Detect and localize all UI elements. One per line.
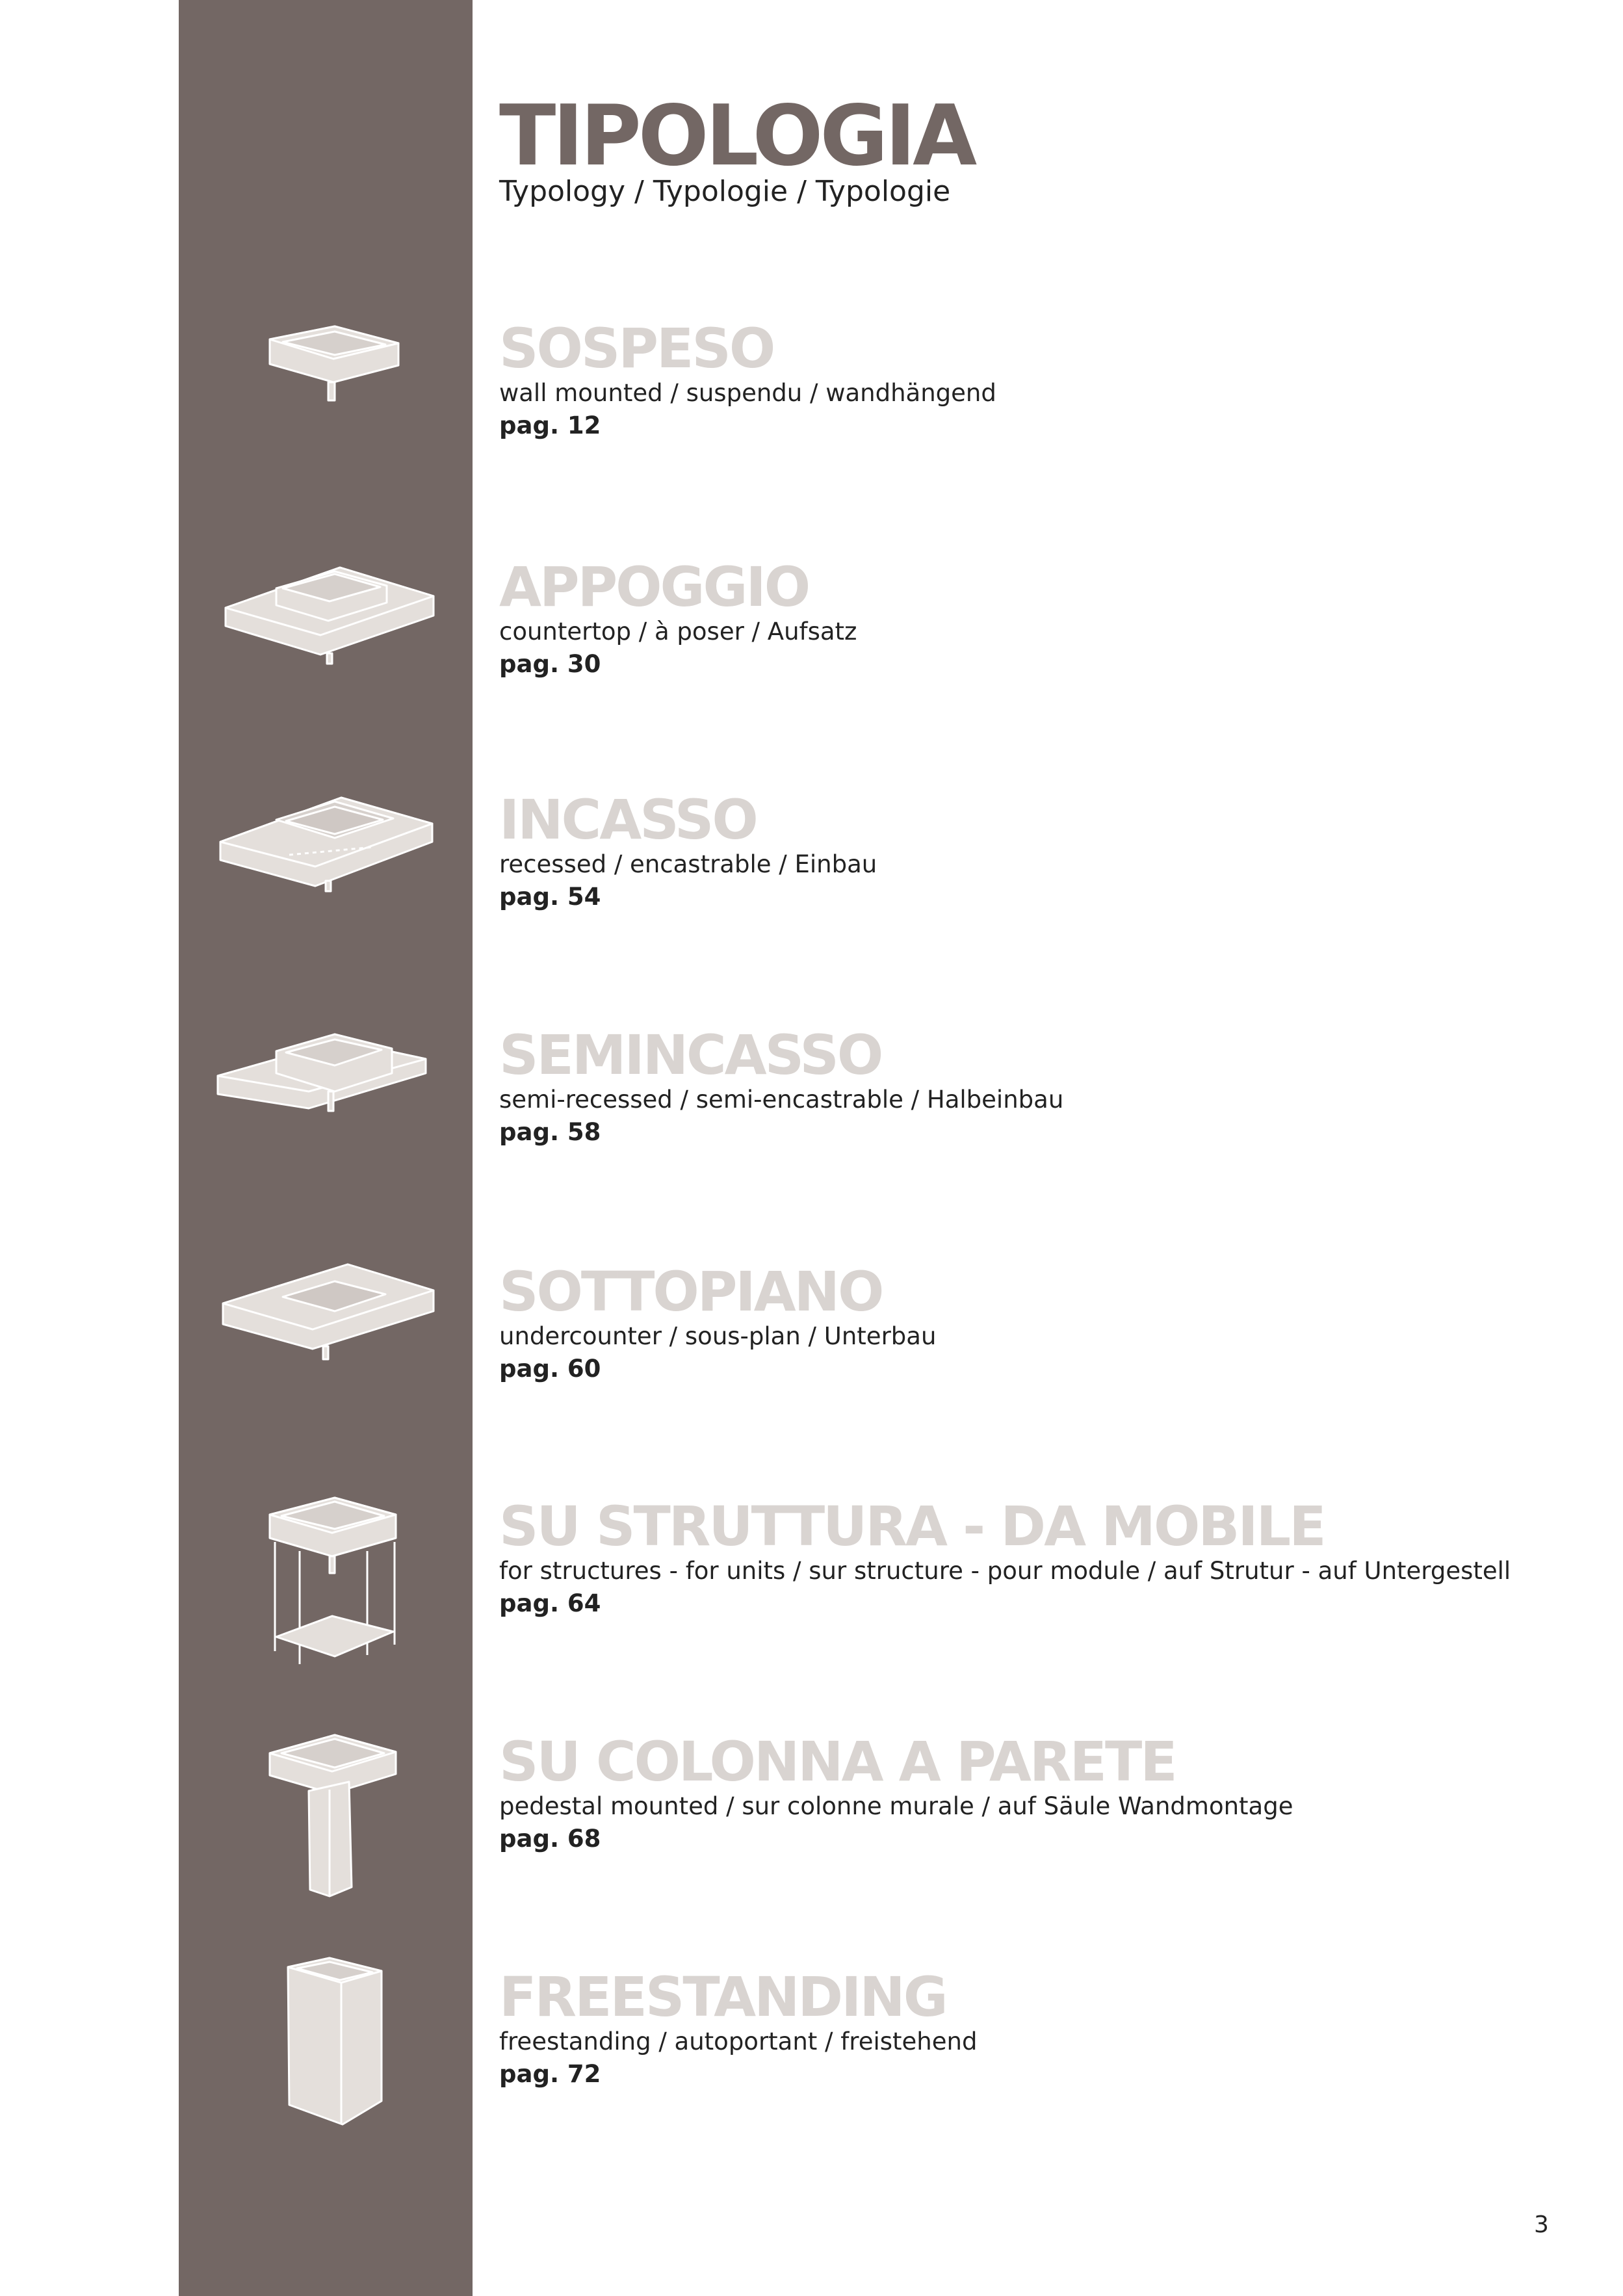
entry-description: semi-recessed / semi-encastrable / Halbeinbau bbox=[499, 1086, 1064, 1114]
typology-entry-su-colonna[interactable] bbox=[499, 1730, 1293, 1855]
entry-title: INCASSO bbox=[499, 788, 757, 852]
semi-recessed-basin-icon bbox=[179, 1011, 473, 1128]
typology-entry-freestanding[interactable] bbox=[499, 1966, 977, 2091]
entry-page-ref[interactable]: pag. 64 bbox=[499, 1589, 601, 1617]
entry-title: SU COLONNA A PARETE bbox=[499, 1730, 1176, 1794]
typology-entry-appoggio[interactable] bbox=[499, 556, 857, 681]
entry-description: for structures - for units / sur structure - pour module / auf Strutur - auf Untergestell bbox=[499, 1557, 1511, 1585]
entry-title: SOSPESO bbox=[499, 317, 774, 380]
recessed-basin-icon bbox=[179, 783, 473, 894]
typology-entry-su-struttura[interactable] bbox=[499, 1495, 1511, 1620]
typology-entry-sospeso[interactable] bbox=[499, 317, 996, 442]
sidebar bbox=[179, 0, 473, 2296]
entry-description: wall mounted / suspendu / wandhängend bbox=[499, 379, 996, 407]
entry-title: FREESTANDING bbox=[499, 1965, 946, 2029]
entry-description: pedestal mounted / sur colonne murale / auf Säule Wandmontage bbox=[499, 1792, 1293, 1820]
entry-description: undercounter / sous-plan / Unterbau bbox=[499, 1322, 937, 1350]
freestanding-basin-icon bbox=[179, 1950, 473, 2132]
entry-page-ref[interactable]: pag. 54 bbox=[499, 883, 601, 911]
entry-title: SEMINCASSO bbox=[499, 1023, 882, 1087]
typology-entry-incasso[interactable] bbox=[499, 789, 877, 913]
countertop-basin-icon bbox=[179, 549, 473, 666]
undercounter-basin-icon bbox=[179, 1258, 473, 1362]
entry-page-ref[interactable]: pag. 68 bbox=[499, 1825, 601, 1853]
wall-mounted-basin-icon bbox=[179, 312, 473, 416]
entry-description: countertop / à poser / Aufsatz bbox=[499, 618, 857, 646]
entry-title: SOTTOPIANO bbox=[499, 1260, 883, 1324]
entry-description: recessed / encastrable / Einbau bbox=[499, 850, 877, 878]
entry-page-ref[interactable]: pag. 72 bbox=[499, 2060, 601, 2088]
page-subtitle: Typology / Typologie / Typologie bbox=[499, 175, 951, 208]
page-title: TIPOLOGIA bbox=[499, 88, 974, 185]
entry-title: SU STRUTTURA - DA MOBILE bbox=[499, 1494, 1325, 1558]
entry-page-ref[interactable]: pag. 60 bbox=[499, 1355, 601, 1383]
page-header bbox=[499, 88, 974, 210]
entry-page-ref[interactable]: pag. 12 bbox=[499, 411, 601, 439]
pedestal-basin-icon bbox=[179, 1726, 473, 1901]
basin-on-structure-icon bbox=[179, 1489, 473, 1684]
entry-title: APPOGGIO bbox=[499, 555, 809, 619]
typology-entry-sottopiano[interactable] bbox=[499, 1260, 936, 1385]
entry-page-ref[interactable]: pag. 30 bbox=[499, 650, 601, 678]
entry-page-ref[interactable]: pag. 58 bbox=[499, 1118, 601, 1146]
typology-entry-semincasso[interactable] bbox=[499, 1024, 1063, 1149]
entry-description: freestanding / autoportant / freistehend bbox=[499, 2028, 978, 2055]
page-number: 3 bbox=[1534, 2211, 1549, 2238]
